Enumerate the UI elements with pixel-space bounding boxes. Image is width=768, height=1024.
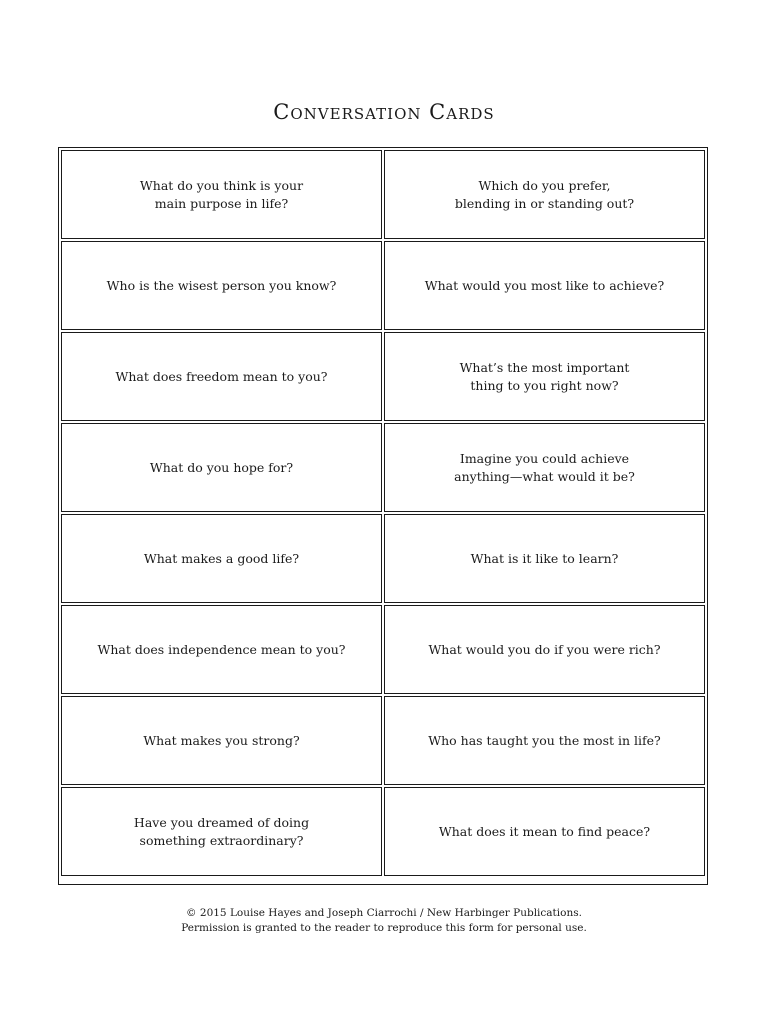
card-text: What would you most like to achieve? — [424, 277, 665, 293]
card-13 — [61, 696, 382, 785]
card-text: What’s the most important thing to you right now? — [459, 359, 630, 393]
card-text: What makes you strong? — [143, 732, 300, 748]
page-title: Conversation Cards — [273, 100, 495, 124]
card-text: What do you hope for? — [149, 459, 294, 475]
card-3 — [61, 241, 382, 330]
card-10 — [384, 514, 705, 603]
card-12 — [384, 605, 705, 694]
card-2 — [384, 150, 705, 239]
card-text: What do you think is your main purpose in life? — [139, 177, 304, 211]
card-text: Who has taught you the most in life? — [428, 732, 661, 748]
card-text: Have you dreamed of doing something extraordinary? — [133, 814, 310, 848]
card-text: What does independence mean to you? — [97, 641, 346, 657]
card-8 — [384, 423, 705, 512]
card-4 — [384, 241, 705, 330]
card-text: What does freedom mean to you? — [115, 368, 328, 384]
card-text: Which do you prefer, blending in or standing out? — [454, 177, 635, 211]
card-text: Imagine you could achieve anything—what would it be? — [454, 450, 635, 484]
card-text: What is it like to learn? — [470, 550, 619, 566]
card-9 — [61, 514, 382, 603]
card-text: What makes a good life? — [143, 550, 300, 566]
card-text: What does it mean to find peace? — [438, 823, 651, 839]
permission-line: Permission is granted to the reader to reproduce this form for personal use. — [181, 922, 587, 934]
card-text: What would you do if you were rich? — [428, 641, 661, 657]
copyright-footer — [0, 906, 768, 936]
copyright-line: © 2015 Louise Hayes and Joseph Ciarrochi / New Harbinger Publications. — [186, 907, 582, 919]
card-15 — [61, 787, 382, 876]
card-11 — [61, 605, 382, 694]
card-16 — [384, 787, 705, 876]
card-5 — [61, 332, 382, 421]
card-6 — [384, 332, 705, 421]
card-text: Who is the wisest person you know? — [106, 277, 337, 293]
card-14 — [384, 696, 705, 785]
card-7 — [61, 423, 382, 512]
card-1 — [61, 150, 382, 239]
cards-grid — [58, 147, 708, 885]
